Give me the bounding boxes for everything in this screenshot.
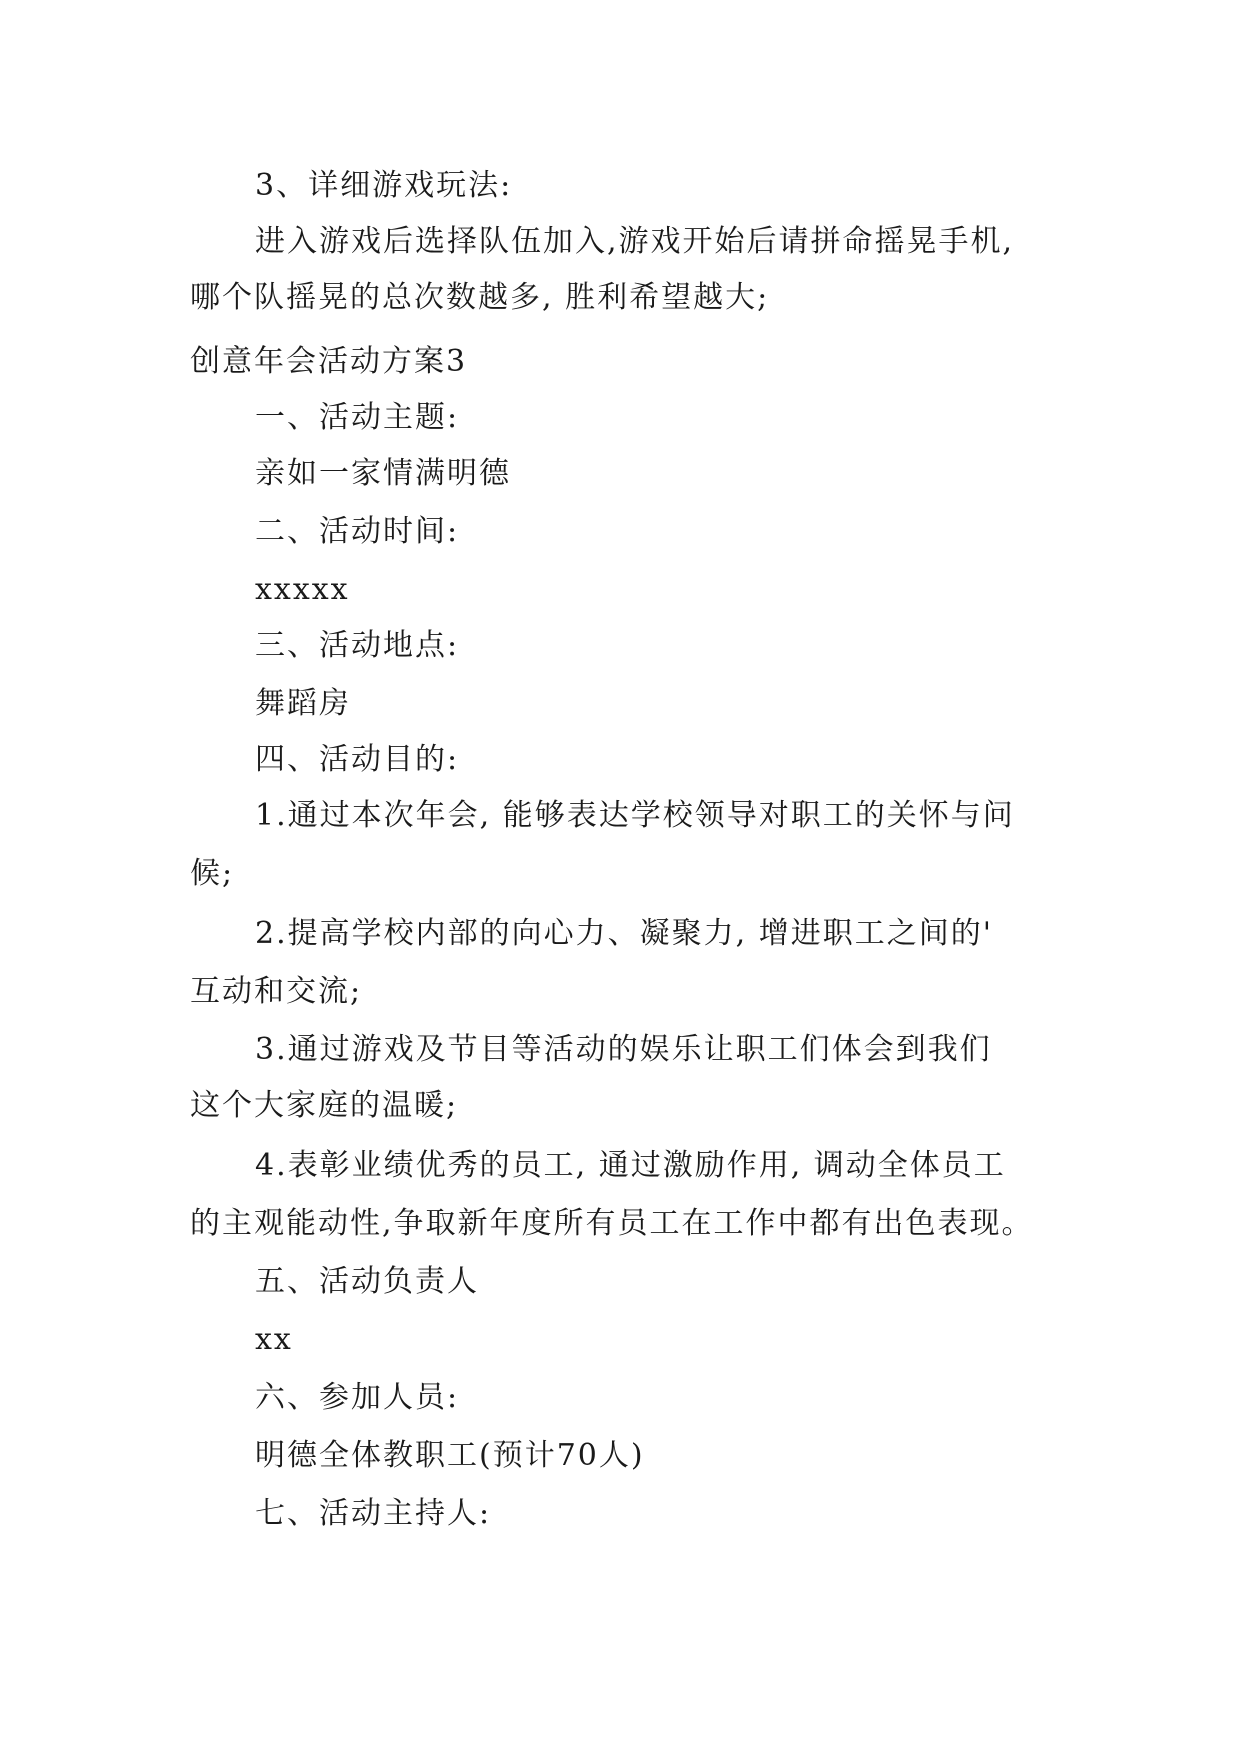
text-line: 这个大家庭的温暖; [190,1088,459,1123]
text-line: 亲如一家情满明德 [255,456,511,491]
text-line: xxxxx [255,572,350,607]
text-line: 五、活动负责人 [255,1264,479,1299]
text-line: 3、详细游戏玩法: [255,168,513,203]
text-line: xx [255,1322,293,1357]
text-line: 明德全体教职工(预计70人) [255,1438,645,1473]
text-line: 2.提高学校内部的向心力、凝聚力, 增进职工之间的' [255,916,993,951]
text-line: 七、活动主持人: [255,1496,492,1531]
text-line: 候; [190,856,235,891]
text-line: 4.表彰业绩优秀的员工, 通过激励作用, 调动全体员工 [255,1148,1006,1183]
text-line: 3.通过游戏及节目等活动的娱乐让职工们体会到我们 [255,1032,992,1067]
text-line: 的主观能动性,争取新年度所有员工在工作中都有出色表现。 [190,1206,1034,1241]
section-heading: 创意年会活动方案3 [190,344,468,379]
text-line: 舞蹈房 [255,686,351,721]
text-line: 二、活动时间: [255,514,460,549]
text-line: 四、活动目的: [255,742,460,777]
text-line: 一、活动主题: [255,400,460,435]
text-line: 三、活动地点: [255,628,460,663]
text-line: 哪个队摇晃的总次数越多, 胜利希望越大; [190,280,770,315]
text-line: 进入游戏后选择队伍加入,游戏开始后请拼命摇晃手机, [255,224,1015,259]
text-line: 互动和交流; [190,974,363,1009]
text-line: 1.通过本次年会, 能够表达学校领导对职工的关怀与问 [255,798,1015,833]
text-line: 六、参加人员: [255,1380,460,1415]
